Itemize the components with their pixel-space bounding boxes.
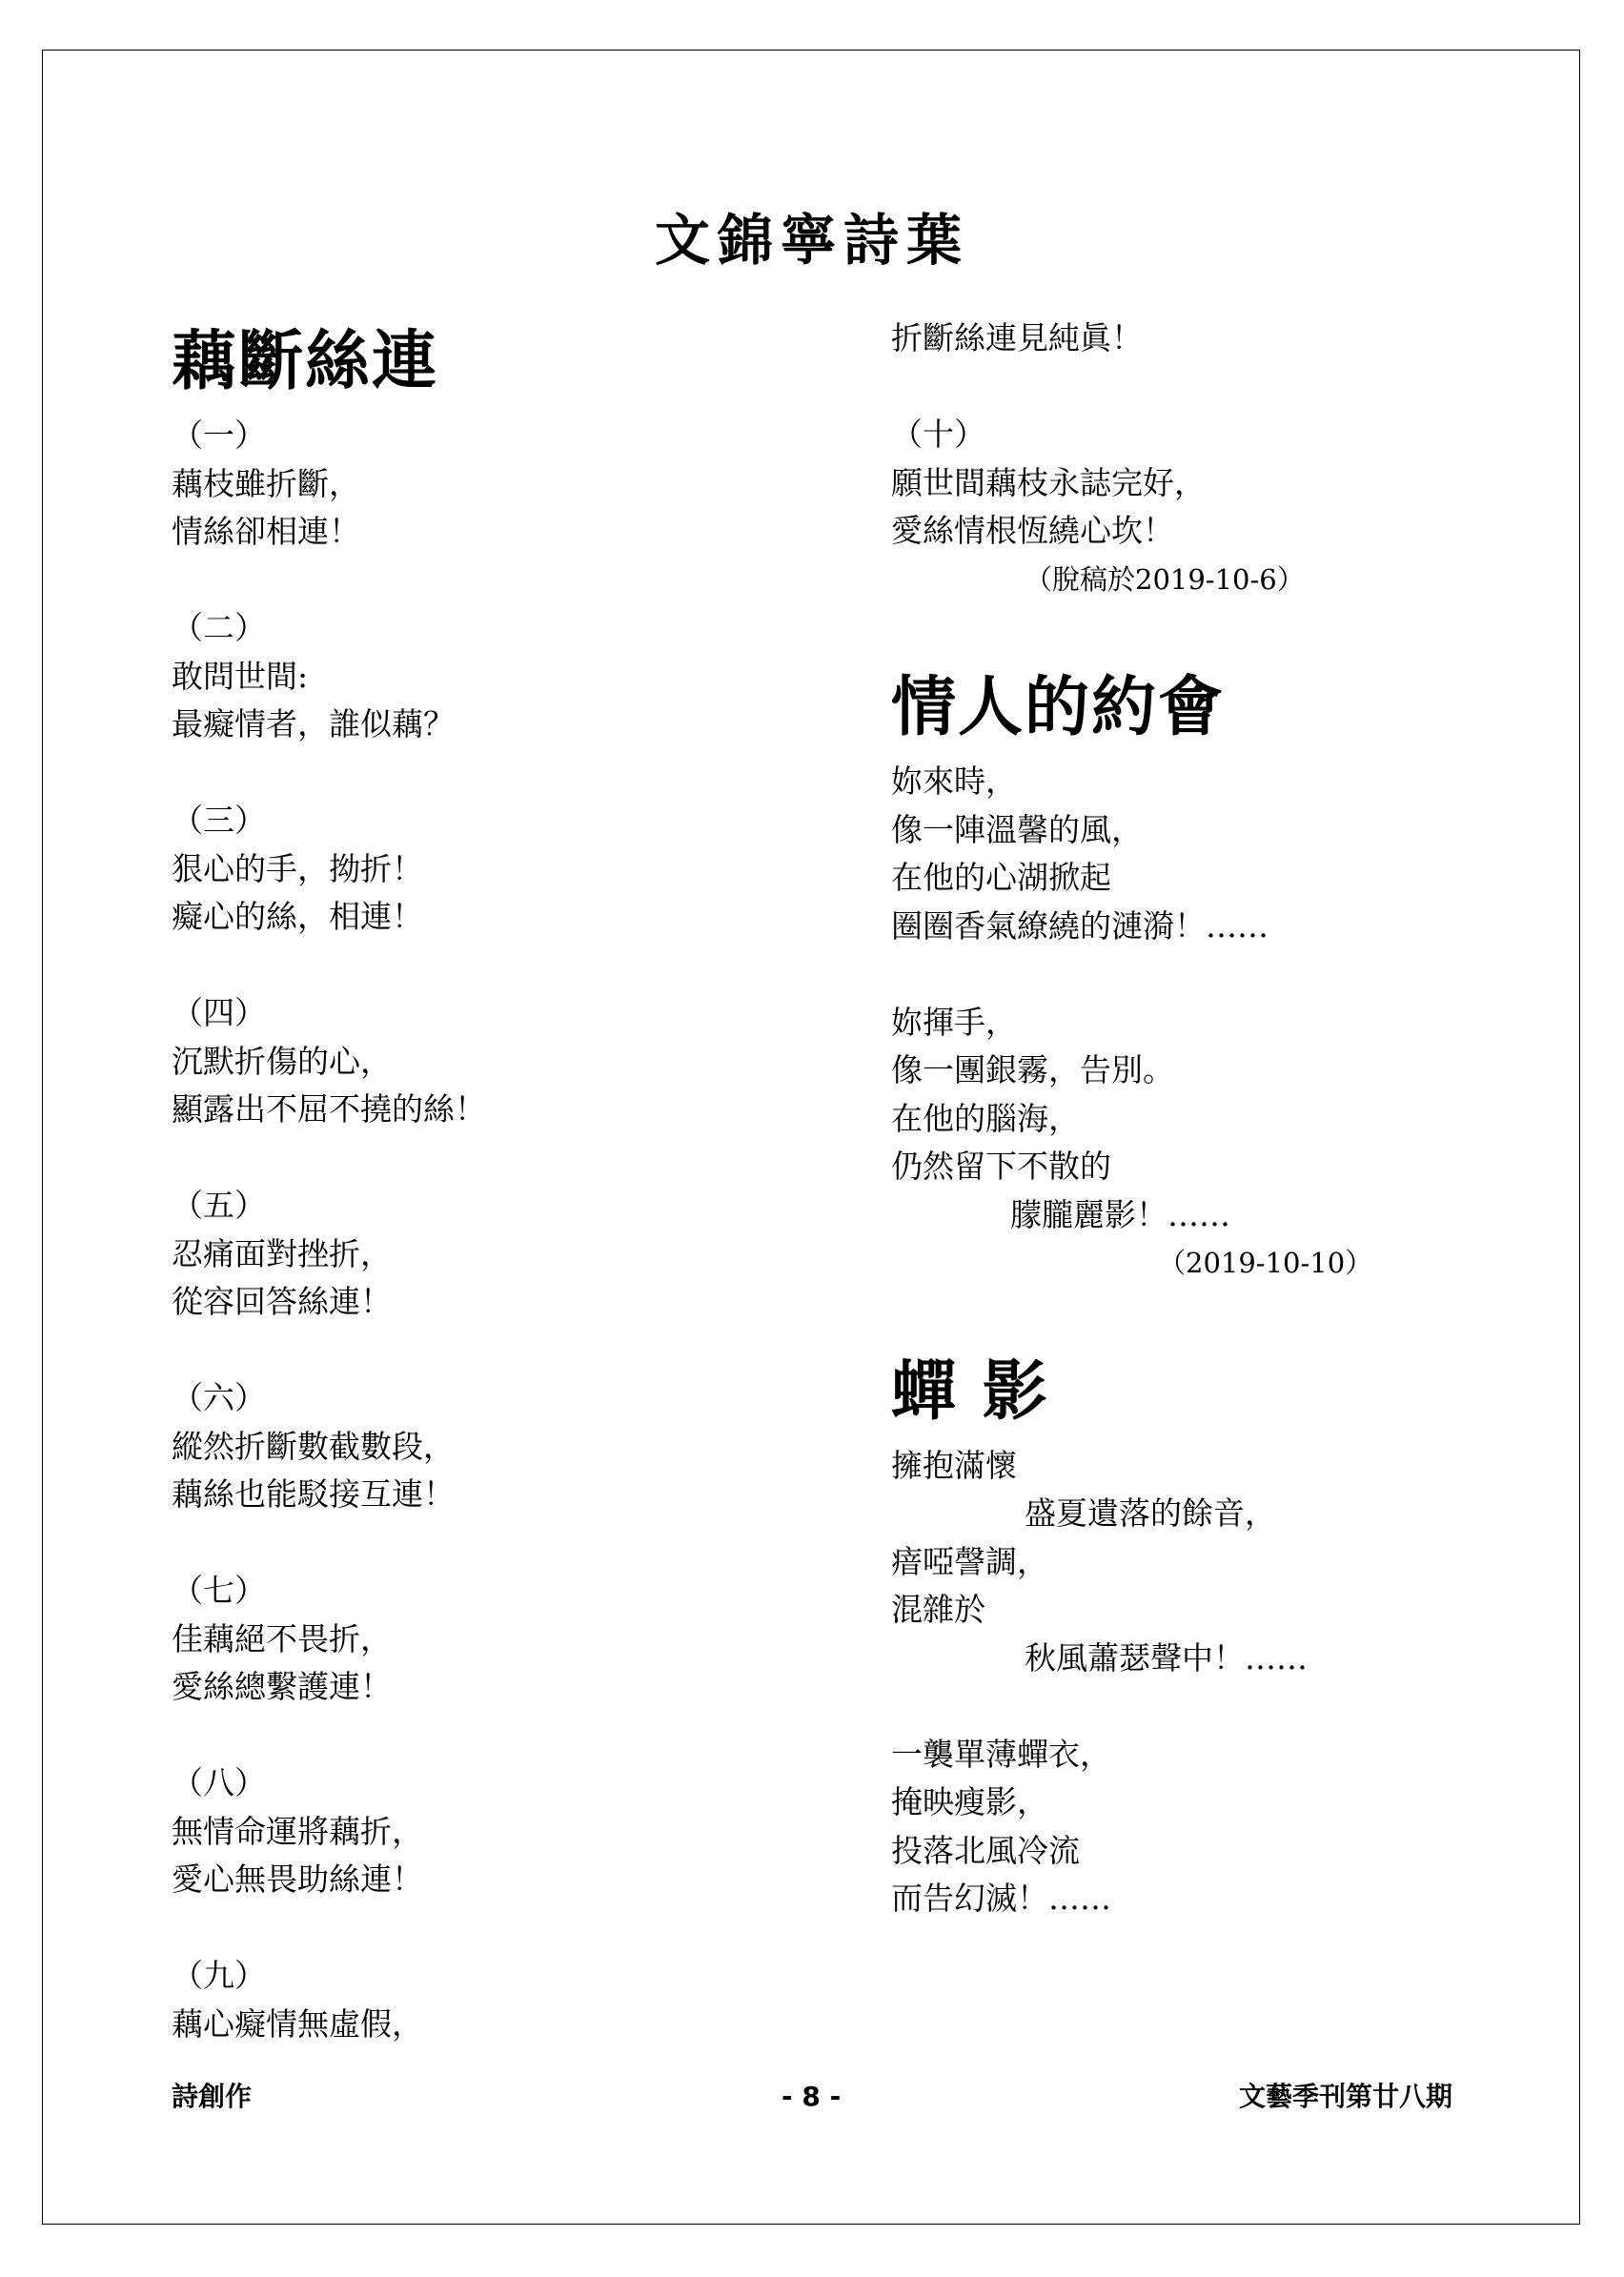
poem-line: 投落北風冷流 xyxy=(891,1831,1080,1869)
poem-line: 在他的心湖掀起 xyxy=(891,859,1111,896)
stanza-8 xyxy=(172,1759,858,1904)
poem3-stanza-1 xyxy=(891,1442,1482,1683)
stanza-7 xyxy=(172,1567,858,1712)
poem-line: 狠心的手，拗折！ xyxy=(172,849,423,887)
poem-line: 一襲單薄蟬衣， xyxy=(891,1735,1111,1773)
poem-line: 愛心無畏助絲連！ xyxy=(172,1860,423,1898)
footer-journal-issue: 文藝季刊第廿八期 xyxy=(1239,2081,1453,2112)
poem-line: 忍痛面對挫折， xyxy=(172,1234,392,1272)
stanza-1 xyxy=(172,412,858,557)
stanza-label: （十） xyxy=(891,416,985,453)
poem-line: 妳來時， xyxy=(891,762,1017,800)
poem-line: 盛夏遺落的餘音， xyxy=(1025,1494,1276,1532)
stanza-label: （五） xyxy=(172,1187,266,1224)
page-title: 文錦寧詩葉 xyxy=(654,208,969,273)
poem-line: 無情命運將藕折， xyxy=(172,1812,423,1850)
poem-line: 顯露出不屈不撓的絲！ xyxy=(172,1090,486,1128)
poem-line: 仍然留下不散的 xyxy=(891,1148,1111,1185)
footer-page-number: - 8 - xyxy=(782,2081,842,2112)
footer-section-label: 詩創作 xyxy=(172,2081,253,2112)
poem-line: 擁抱滿懷 xyxy=(891,1446,1017,1484)
poem-line: 癡心的絲，相連！ xyxy=(172,898,423,935)
poem-line: 沉默折傷的心， xyxy=(172,1042,392,1080)
stanza-label: （七） xyxy=(172,1572,266,1609)
poem-title-ou-duan-si-lian: 藕斷絲連 xyxy=(172,324,439,399)
stanza-10 xyxy=(891,411,1482,603)
date-note: （脫稿於2019-10-6） xyxy=(1025,562,1305,596)
poem-line: 從容回答絲連！ xyxy=(172,1283,392,1320)
poem-line: 情絲卻相連！ xyxy=(172,513,360,550)
poem-line: 願世間藕枝永誌完好， xyxy=(891,463,1206,501)
stanza-label: （三） xyxy=(172,802,266,839)
stanza-2 xyxy=(172,604,858,749)
poem-line: 愛絲情根恆繞心坎！ xyxy=(891,512,1174,549)
poem-line: 妳揮手， xyxy=(891,1003,1017,1041)
poem-line: 縱然折斷數截數段， xyxy=(172,1427,455,1465)
poem-line: 圈圈香氣繚繞的漣漪！…… xyxy=(891,906,1269,945)
stanza-label: （八） xyxy=(172,1764,266,1801)
poem2-stanza-1 xyxy=(891,758,1482,950)
stanza-label: （一） xyxy=(172,417,266,454)
poem-line: 藕心癡情無虛假， xyxy=(172,2004,423,2043)
stanza-label: （六） xyxy=(172,1379,266,1416)
poem-line: 混雜於 xyxy=(891,1591,985,1628)
poem-line: 在他的腦海， xyxy=(891,1099,1080,1137)
stanza-4 xyxy=(172,989,858,1134)
poem-line: 折斷絲連見純眞！ xyxy=(891,319,1143,356)
poem-line: 掩映瘦影， xyxy=(891,1783,1048,1820)
poem-line: 朦朧麗影！…… xyxy=(1010,1195,1230,1233)
poem-line: 秋風蕭瑟聲中！…… xyxy=(1025,1638,1308,1677)
right-column xyxy=(891,315,1482,1923)
poem-title-lovers-date: 情人的約會 xyxy=(891,670,1226,745)
poem-line: 敢問世間: xyxy=(172,657,309,695)
stanza-5 xyxy=(172,1182,858,1327)
poem-title-cicada-shadow: 蟬 影 xyxy=(891,1353,1049,1430)
date-note: （2019-10-10） xyxy=(1158,1247,1373,1279)
stanza-label: （二） xyxy=(172,609,266,646)
stanza-label: （九） xyxy=(172,1957,266,1994)
poem-line: 佳藕絕不畏折， xyxy=(172,1619,392,1657)
poem-line: 愛絲總繫護連！ xyxy=(172,1668,392,1705)
poem-line: 而告幻滅！…… xyxy=(891,1880,1111,1917)
poem-line: 像一團銀霧，告別。 xyxy=(891,1051,1174,1088)
stanza-label: （四） xyxy=(172,994,266,1031)
poem-line: 藕枝雖折斷， xyxy=(172,464,360,502)
poem3-stanza-2 xyxy=(891,1731,1482,1923)
stanza-6 xyxy=(172,1374,858,1519)
stanza-9 xyxy=(172,1952,858,2048)
stanza-3 xyxy=(172,797,858,942)
left-column xyxy=(172,315,858,2048)
poem-line: 藕絲也能駁接互連！ xyxy=(172,1475,455,1513)
poem-line: 像一陣溫馨的風， xyxy=(891,810,1143,848)
poem-line: 瘖啞謦調， xyxy=(891,1542,1048,1580)
poem2-stanza-2 xyxy=(891,999,1482,1288)
poem-line: 最癡情者，誰似藕？ xyxy=(172,705,455,742)
